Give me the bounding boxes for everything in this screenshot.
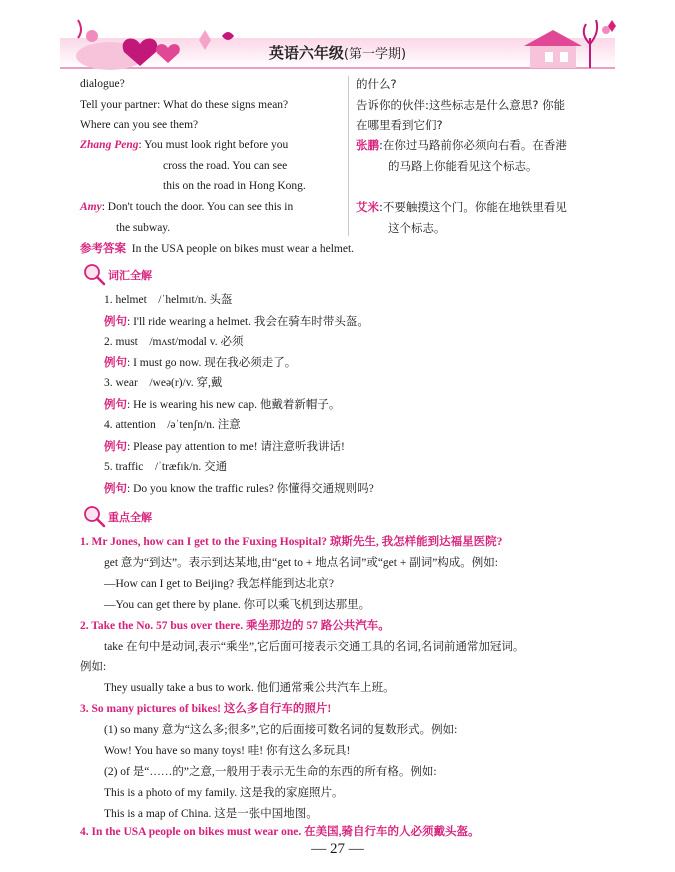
- example-label: 例句: [104, 355, 127, 369]
- dialogue-amy-cn-line-1: [356, 199, 567, 215]
- vocab-example-4: [104, 438, 345, 455]
- keypoints-section-header: [82, 504, 152, 528]
- speaker-zhang-cn: 张鹏: [356, 138, 379, 152]
- dialogue-zhang-cn-line-1: [356, 137, 567, 153]
- dialogue-left-line-2: Tell your partner: What do these signs mean?: [80, 99, 289, 111]
- example-text: : I'll ride wearing a helmet. 我会在骑车时带头盔。: [127, 316, 369, 328]
- example-label: 例句: [104, 314, 127, 328]
- speaker-amy: Amy: [80, 201, 102, 213]
- page-header: [0, 0, 675, 80]
- magnifier-icon: [82, 262, 108, 286]
- dialogue-right-line-3: 在哪里看到它们?: [356, 118, 443, 132]
- keypoint-1-line-1: get 意为“到达”。表示到达某地,由“get to + 地点名词”或“get + 副词”构成。例如:: [104, 557, 499, 569]
- vocab-example-2: [104, 354, 296, 371]
- amy-text-1: : Don't touch the door. You can see this in: [101, 201, 294, 213]
- speaker-amy-cn: 艾米: [356, 200, 379, 214]
- vocab-word-2: 2. must /mʌst/modal v. 必须: [104, 336, 244, 348]
- keypoint-2-line-1: take 在句中是动词,表示“乘坐”,它后面可接表示交通工具的名词,名词前通常加冠词。: [104, 641, 525, 653]
- dialogue-zhang-line-2: cross the road. You can see: [163, 160, 288, 172]
- amy-cn-text-1: :不要触摸这个门。你能在地铁里看见: [379, 200, 567, 214]
- book-subtitle: (第一学期): [343, 47, 407, 62]
- example-text: : I must go now. 现在我必须走了。: [127, 357, 297, 369]
- dialogue-zhang-cn-line-2: 的马路上你能看见这个标志。: [388, 159, 538, 173]
- vocab-word-3: 3. wear /weə(r)/v. 穿,戴: [104, 377, 223, 389]
- keypoint-3-title: 3. So many pictures of bikes! 这么多自行车的照片!: [80, 703, 332, 715]
- dialogue-amy-cn-line-2: 这个标志。: [388, 221, 446, 235]
- keypoint-1-title: 1. Mr Jones, how can I get to the Fuxing Hospital? 琼斯先生, 我怎样能到达福星医院?: [80, 536, 503, 548]
- dialogue-left-line-3: Where can you see them?: [80, 119, 199, 131]
- keypoint-1-line-2: —How can I get to Beijing? 我怎样能到达北京?: [104, 578, 334, 590]
- vocab-word-1: 1. helmet /ˈhelmɪt/n. 头盔: [104, 294, 233, 306]
- answer-label: 参考答案: [80, 241, 126, 255]
- dialogue-left-line-1: dialogue?: [80, 78, 125, 90]
- vocab-example-3: [104, 396, 340, 413]
- example-text: : Do you know the traffic rules? 你懂得交通规则吗?: [127, 483, 374, 495]
- example-text: : Please pay attention to me! 请注意听我讲话!: [127, 441, 345, 453]
- keypoint-3-line-5: This is a map of China. 这是一张中国地图。: [104, 808, 318, 820]
- keypoints-section-title: 重点全解: [108, 511, 152, 524]
- zhang-cn-text-1: :在你过马路前你必须向右看。在香港: [379, 138, 567, 152]
- keypoint-4-title: 4. In the USA people on bikes must wear one. 在美国,骑自行车的人必须戴头盔。: [80, 826, 480, 838]
- header-title: [0, 42, 675, 63]
- dialogue-right-line-2: 告诉你的伙伴:这些标志是什么意思? 你能: [356, 98, 566, 112]
- page-number: — 27 —: [311, 841, 364, 857]
- book-title: 英语六年级: [268, 44, 344, 62]
- keypoint-3-line-2: Wow! You have so many toys! 哇! 你有这么多玩具!: [104, 745, 351, 757]
- speaker-zhang-peng: Zhang Peng: [80, 139, 139, 151]
- vocab-example-1: [104, 313, 369, 330]
- example-text: : He is wearing his new cap. 他戴着新帽子。: [127, 399, 341, 411]
- keypoint-2-title: 2. Take the No. 57 bus over there. 乘坐那边的 57 路公共汽车。: [80, 620, 390, 632]
- keypoint-2-line-3: They usually take a bus to work. 他们通常乘公共汽车上班。: [104, 682, 395, 694]
- keypoint-3-line-1: (1) so many 意为“这么多;很多”,它的后面接可数名词的复数形式。例如:: [104, 724, 458, 736]
- dialogue-right-line-1: 的什么?: [356, 77, 397, 91]
- vocab-section-title: 词汇全解: [108, 269, 152, 282]
- dialogue-zhang-line-1: [80, 137, 288, 153]
- reference-answer: [80, 240, 354, 257]
- dialogue-amy-line-1: [80, 199, 293, 215]
- vocab-word-5: 5. traffic /ˈtræfɪk/n. 交通: [104, 461, 228, 473]
- vocab-section-header: [82, 262, 152, 286]
- answer-text: In the USA people on bikes must wear a helmet.: [131, 243, 355, 255]
- keypoint-1-line-3: —You can get there by plane. 你可以乘飞机到达那里。: [104, 599, 371, 611]
- zhang-text-1: : You must look right before you: [138, 139, 289, 151]
- keypoint-3-line-3: (2) of 是“……的”之意,一般用于表示无生命的东西的所有格。例如:: [104, 766, 437, 778]
- example-label: 例句: [104, 439, 127, 453]
- dialogue-zhang-line-3: this on the road in Hong Kong.: [163, 180, 306, 192]
- dialogue-amy-line-2: the subway.: [116, 222, 171, 234]
- column-divider: [348, 76, 349, 236]
- vocab-example-5: [104, 480, 374, 497]
- header-decoration: [0, 0, 675, 80]
- vocab-word-4: 4. attention /əˈtenʃn/n. 注意: [104, 419, 241, 431]
- magnifier-icon: [82, 504, 108, 528]
- example-label: 例句: [104, 397, 127, 411]
- keypoint-3-line-4: This is a photo of my family. 这是我的家庭照片。: [104, 787, 344, 799]
- keypoint-2-line-2: 例如:: [80, 661, 107, 673]
- example-label: 例句: [104, 481, 127, 495]
